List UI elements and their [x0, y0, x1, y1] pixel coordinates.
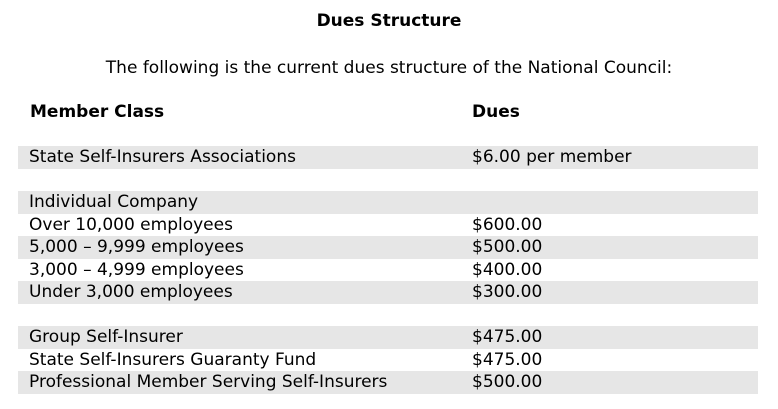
member-class-cell: 3,000 – 4,999 employees [29, 259, 244, 280]
member-class-cell: Group Self-Insurer [29, 327, 183, 347]
dues-cell: $500.00 [472, 237, 543, 257]
member-class-cell: Over 10,000 employees [29, 214, 233, 235]
member-class-cell: Individual Company [29, 192, 199, 212]
intro-text: The following is the current dues structure of the National Council: [105, 58, 673, 78]
page-title: Dues Structure [316, 11, 462, 31]
table-row [18, 214, 758, 237]
dues-cell: $400.00 [472, 259, 543, 280]
table-row [18, 169, 758, 192]
table-row [18, 259, 758, 282]
dues-cell: $475.00 [472, 349, 543, 370]
table-header [0, 101, 778, 123]
table-row [18, 371, 758, 394]
table-row [18, 146, 758, 169]
dues-table [18, 146, 758, 394]
member-class-cell: Professional Member Serving Self-Insurers [29, 372, 388, 392]
dues-cell: $500.00 [472, 372, 543, 392]
member-class-cell: State Self-Insurers Guaranty Fund [29, 349, 317, 370]
table-row [18, 326, 758, 349]
table-row [18, 304, 758, 327]
table-row [18, 191, 758, 214]
table-row [18, 236, 758, 259]
member-class-cell: 5,000 – 9,999 employees [29, 237, 244, 257]
table-row [18, 281, 758, 304]
table-row [18, 349, 758, 372]
member-class-cell: Under 3,000 employees [29, 282, 233, 302]
member-class-header: Member Class [30, 102, 165, 122]
dues-cell: $475.00 [472, 327, 543, 347]
member-class-cell: State Self-Insurers Associations [29, 147, 296, 167]
dues-cell: $600.00 [472, 214, 543, 235]
dues-cell: $300.00 [472, 282, 543, 302]
dues-cell: $6.00 per member [472, 147, 632, 167]
dues-header: Dues [472, 102, 520, 122]
